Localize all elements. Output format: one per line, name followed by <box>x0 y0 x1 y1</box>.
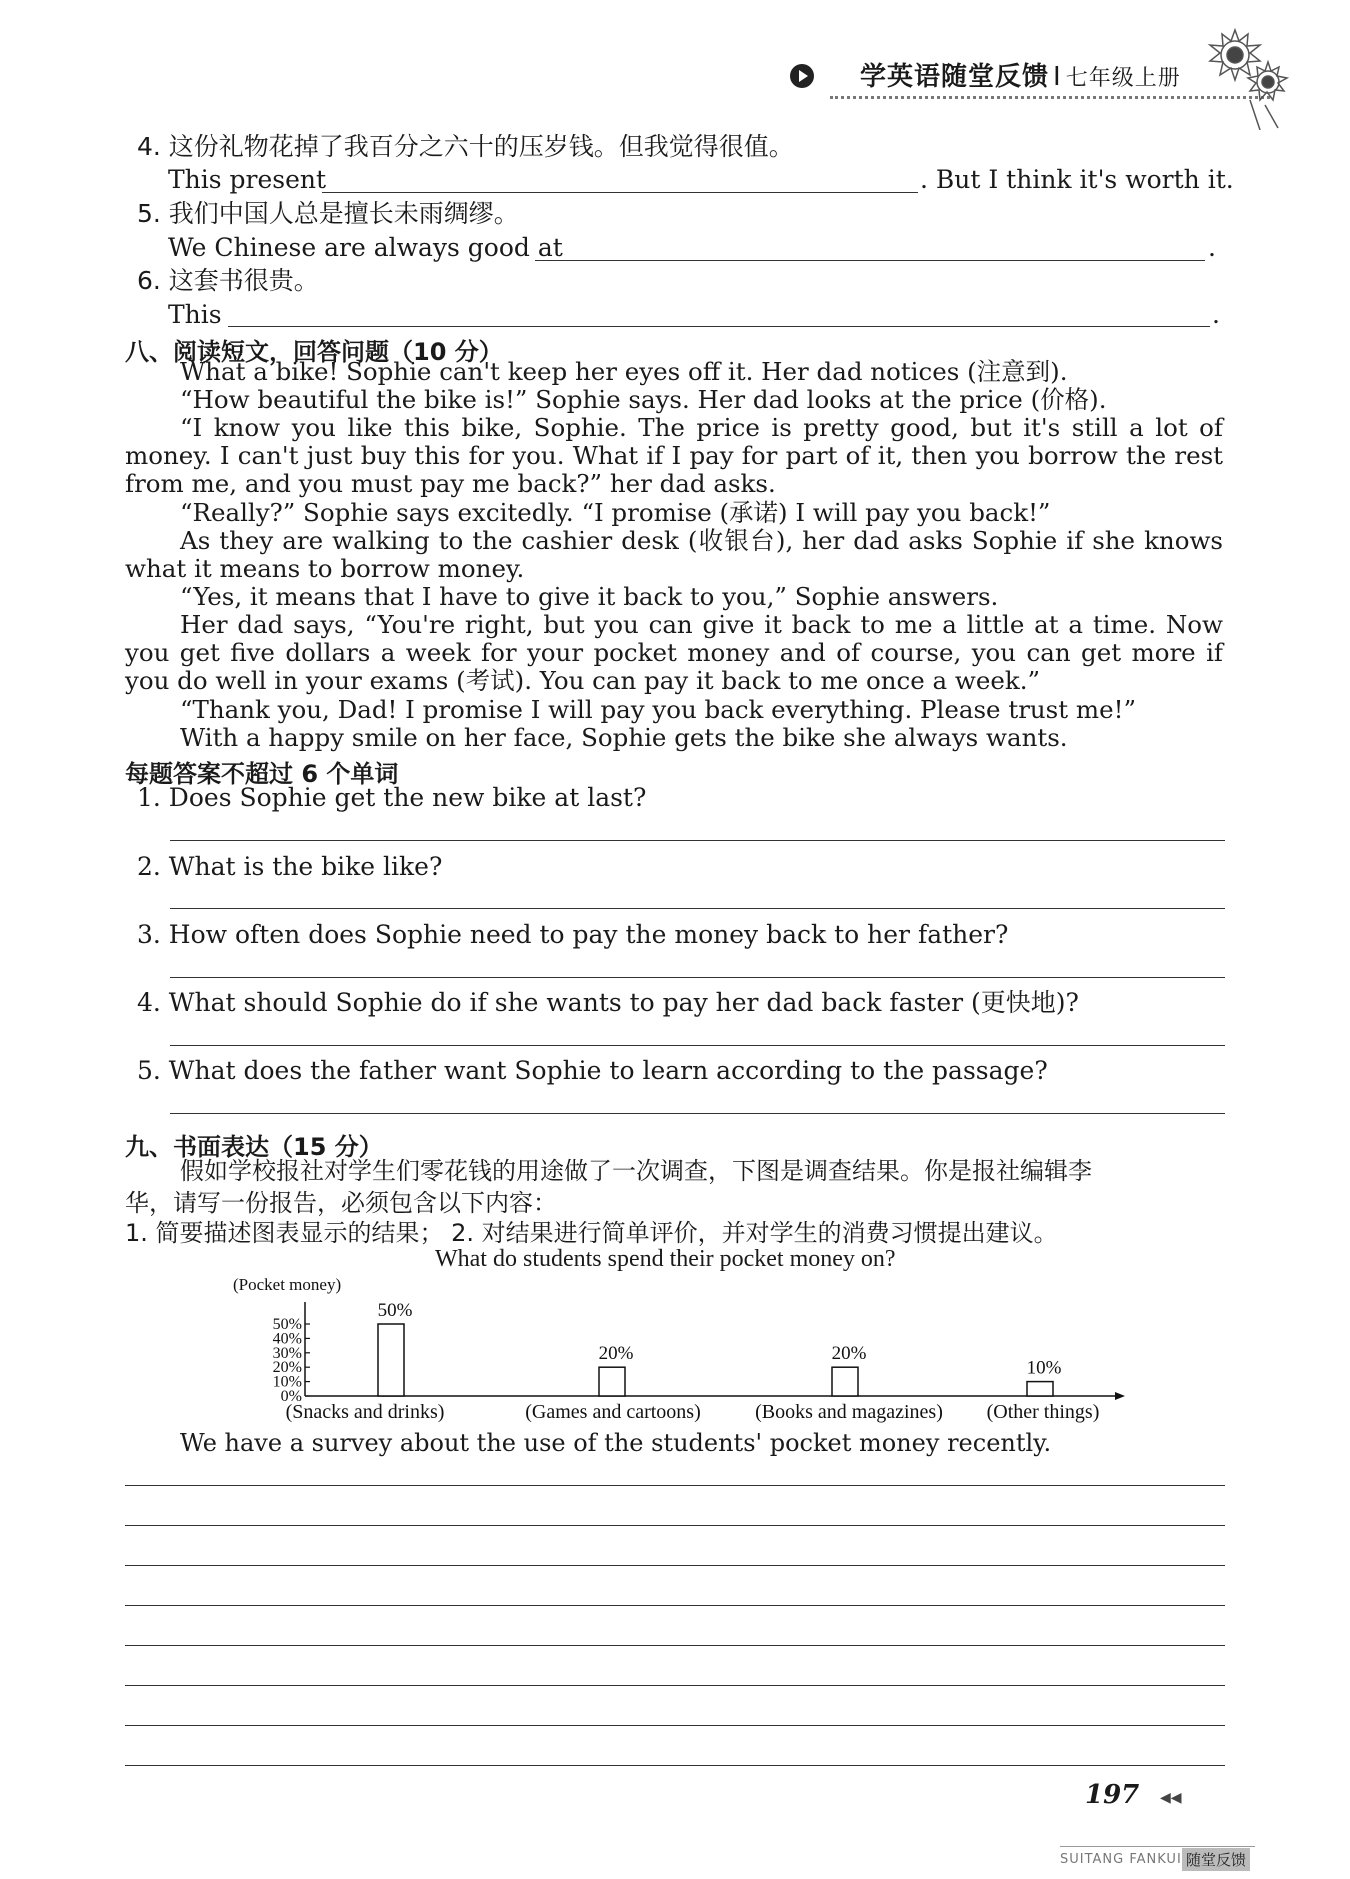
y-tick-label: 40% <box>272 1330 302 1348</box>
reading-paragraph: “Yes, it means that I have to give it back to you,” Sophie answers. <box>180 582 999 611</box>
writing-line[interactable] <box>125 1645 1225 1646</box>
reading-paragraph: As they are walking to the cashier desk (收银台), her dad asks Sophie if she knows what it means to borrow money. <box>125 526 1223 583</box>
translation-item-6-zh: 6. 这套书很贵。 <box>137 266 319 295</box>
header-separator: I <box>1053 62 1062 92</box>
translation-item-4-blank[interactable] <box>322 192 918 193</box>
y-tick-label: 50% <box>272 1316 302 1333</box>
category-label: (Snacks and drinks) <box>285 1401 445 1423</box>
bar <box>1027 1382 1053 1396</box>
translation-item-5-zh: 5. 我们中国人总是擅长未雨绸缪。 <box>137 199 519 228</box>
y-tick-label: 10% <box>272 1373 302 1391</box>
writing-line[interactable] <box>125 1525 1225 1526</box>
chart-title: What do students spend their pocket money on? <box>435 1246 896 1272</box>
answer-line-3[interactable] <box>170 977 1225 978</box>
book-subtitle: 七年级上册 <box>1065 66 1181 91</box>
translation-item-6-prefix: This <box>168 300 222 329</box>
category-label: (Books and magazines) <box>755 1401 943 1423</box>
bar-value-label: 20% <box>598 1343 634 1365</box>
reading-paragraph: “Really?” Sophie says excitedly. “I promise (承诺) I will pay you back!” <box>180 498 1051 527</box>
reading-paragraph: “I know you like this bike, Sophie. The price is pretty good, but it's still a lot of money. I can't just buy this for you. What if I pay for part of it, then you borrow the rest from me, and you must pay me back?” her dad asks. <box>125 413 1223 498</box>
writing-section-title: 九、书面表达（15 分） <box>125 1133 383 1161</box>
reading-section-title: 八、阅读短文，回答问题（10 分） <box>125 338 503 366</box>
y-tick-label: 30% <box>272 1344 302 1362</box>
question-2: 2. What is the bike like? <box>137 852 443 881</box>
answer-line-2[interactable] <box>170 908 1225 909</box>
writing-line[interactable] <box>125 1685 1225 1686</box>
writing-line[interactable] <box>125 1765 1225 1766</box>
play-icon <box>790 64 814 88</box>
writing-prompt-line-2: 华，请写一份报告，必须包含以下内容： <box>125 1189 557 1217</box>
writing-line[interactable] <box>125 1605 1225 1606</box>
category-label: (Other things) <box>986 1401 1100 1423</box>
writing-line[interactable] <box>125 1485 1225 1486</box>
writing-opening-sentence: We have a survey about the use of the students' pocket money recently. <box>180 1429 1052 1457</box>
writing-prompt-line-3: 1. 简要描述图表显示的结果； 2. 对结果进行简单评价，并对学生的消费习惯提出建议。 <box>125 1219 1058 1247</box>
category-label: (Games and cartoons) <box>525 1401 701 1423</box>
answer-line-1[interactable] <box>170 840 1225 841</box>
x-axis-arrow-icon <box>1115 1392 1125 1400</box>
bar-value-label: 20% <box>831 1343 867 1365</box>
sunflower-decoration-icon <box>1190 20 1300 130</box>
translation-item-4-suffix: . But I think it's worth it. <box>920 165 1234 194</box>
bar <box>378 1324 404 1396</box>
reading-paragraph: Her dad says, “You're right, but you can give it back to me a little at a time. Now you get five dollars a week for your pocket money and of course, you can get more if you do well in your exams (考试). You can pay it back to me once a week.” <box>125 610 1223 695</box>
translation-item-5-blank[interactable] <box>535 260 1205 261</box>
translation-item-4-prefix: This present <box>168 165 327 194</box>
book-title: 学英语随堂反馈 <box>860 62 1050 92</box>
bar-value-label: 10% <box>1026 1357 1062 1379</box>
bar-value-label: 50% <box>377 1300 413 1321</box>
translation-item-5-prefix: We Chinese are always good at <box>168 233 563 262</box>
reading-paragraph: “How beautiful the bike is!” Sophie says. Her dad looks at the price (价格). <box>180 385 1107 414</box>
double-arrow-left-icon: ◀◀ <box>1160 1790 1182 1806</box>
translation-item-6-blank[interactable] <box>228 326 1210 327</box>
footer-brand: SUITANG FANKUI <box>1060 1852 1182 1867</box>
answer-line-4[interactable] <box>170 1045 1225 1046</box>
bar <box>832 1367 858 1396</box>
writing-prompt-line-1: 假如学校报社对学生们零花钱的用途做了一次调查，下图是调查结果。你是报社编辑李 <box>180 1157 1092 1185</box>
bar <box>599 1367 625 1396</box>
y-axis-label: (Pocket money) <box>233 1275 342 1294</box>
question-5: 5. What does the father want Sophie to learn according to the passage? <box>137 1056 1048 1085</box>
reading-paragraph: “Thank you, Dad! I promise I will pay you back everything. Please trust me!” <box>180 695 1136 724</box>
translation-item-4-zh: 4. 这份礼物花掉了我百分之六十的压岁钱。但我觉得很值。 <box>137 132 794 161</box>
question-1: 1. Does Sophie get the new bike at last? <box>137 783 647 812</box>
footer-divider <box>1060 1846 1255 1847</box>
reading-paragraph: With a happy smile on her face, Sophie gets the bike she always wants. <box>180 723 1068 752</box>
y-tick-label: 0% <box>280 1388 302 1405</box>
footer-tag: 随堂反馈 <box>1182 1848 1250 1871</box>
question-3: 3. How often does Sophie need to pay the money back to her father? <box>137 920 1009 949</box>
translation-item-5-suffix: . <box>1208 233 1216 262</box>
pocket-money-bar-chart <box>225 1272 1125 1432</box>
writing-line[interactable] <box>125 1565 1225 1566</box>
y-tick-label: 20% <box>272 1359 302 1377</box>
header-title <box>860 56 1181 93</box>
writing-line[interactable] <box>125 1725 1225 1726</box>
answer-line-5[interactable] <box>170 1113 1225 1114</box>
page-number: 197 <box>1085 1780 1140 1810</box>
question-4: 4. What should Sophie do if she wants to pay her dad back faster (更快地)? <box>137 988 1079 1017</box>
translation-item-6-suffix: . <box>1212 300 1220 329</box>
reading-paragraph: What a bike! Sophie can't keep her eyes off it. Her dad notices (注意到). <box>180 357 1068 386</box>
reading-instruction: 每题答案不超过 6 个单词 <box>125 760 399 788</box>
